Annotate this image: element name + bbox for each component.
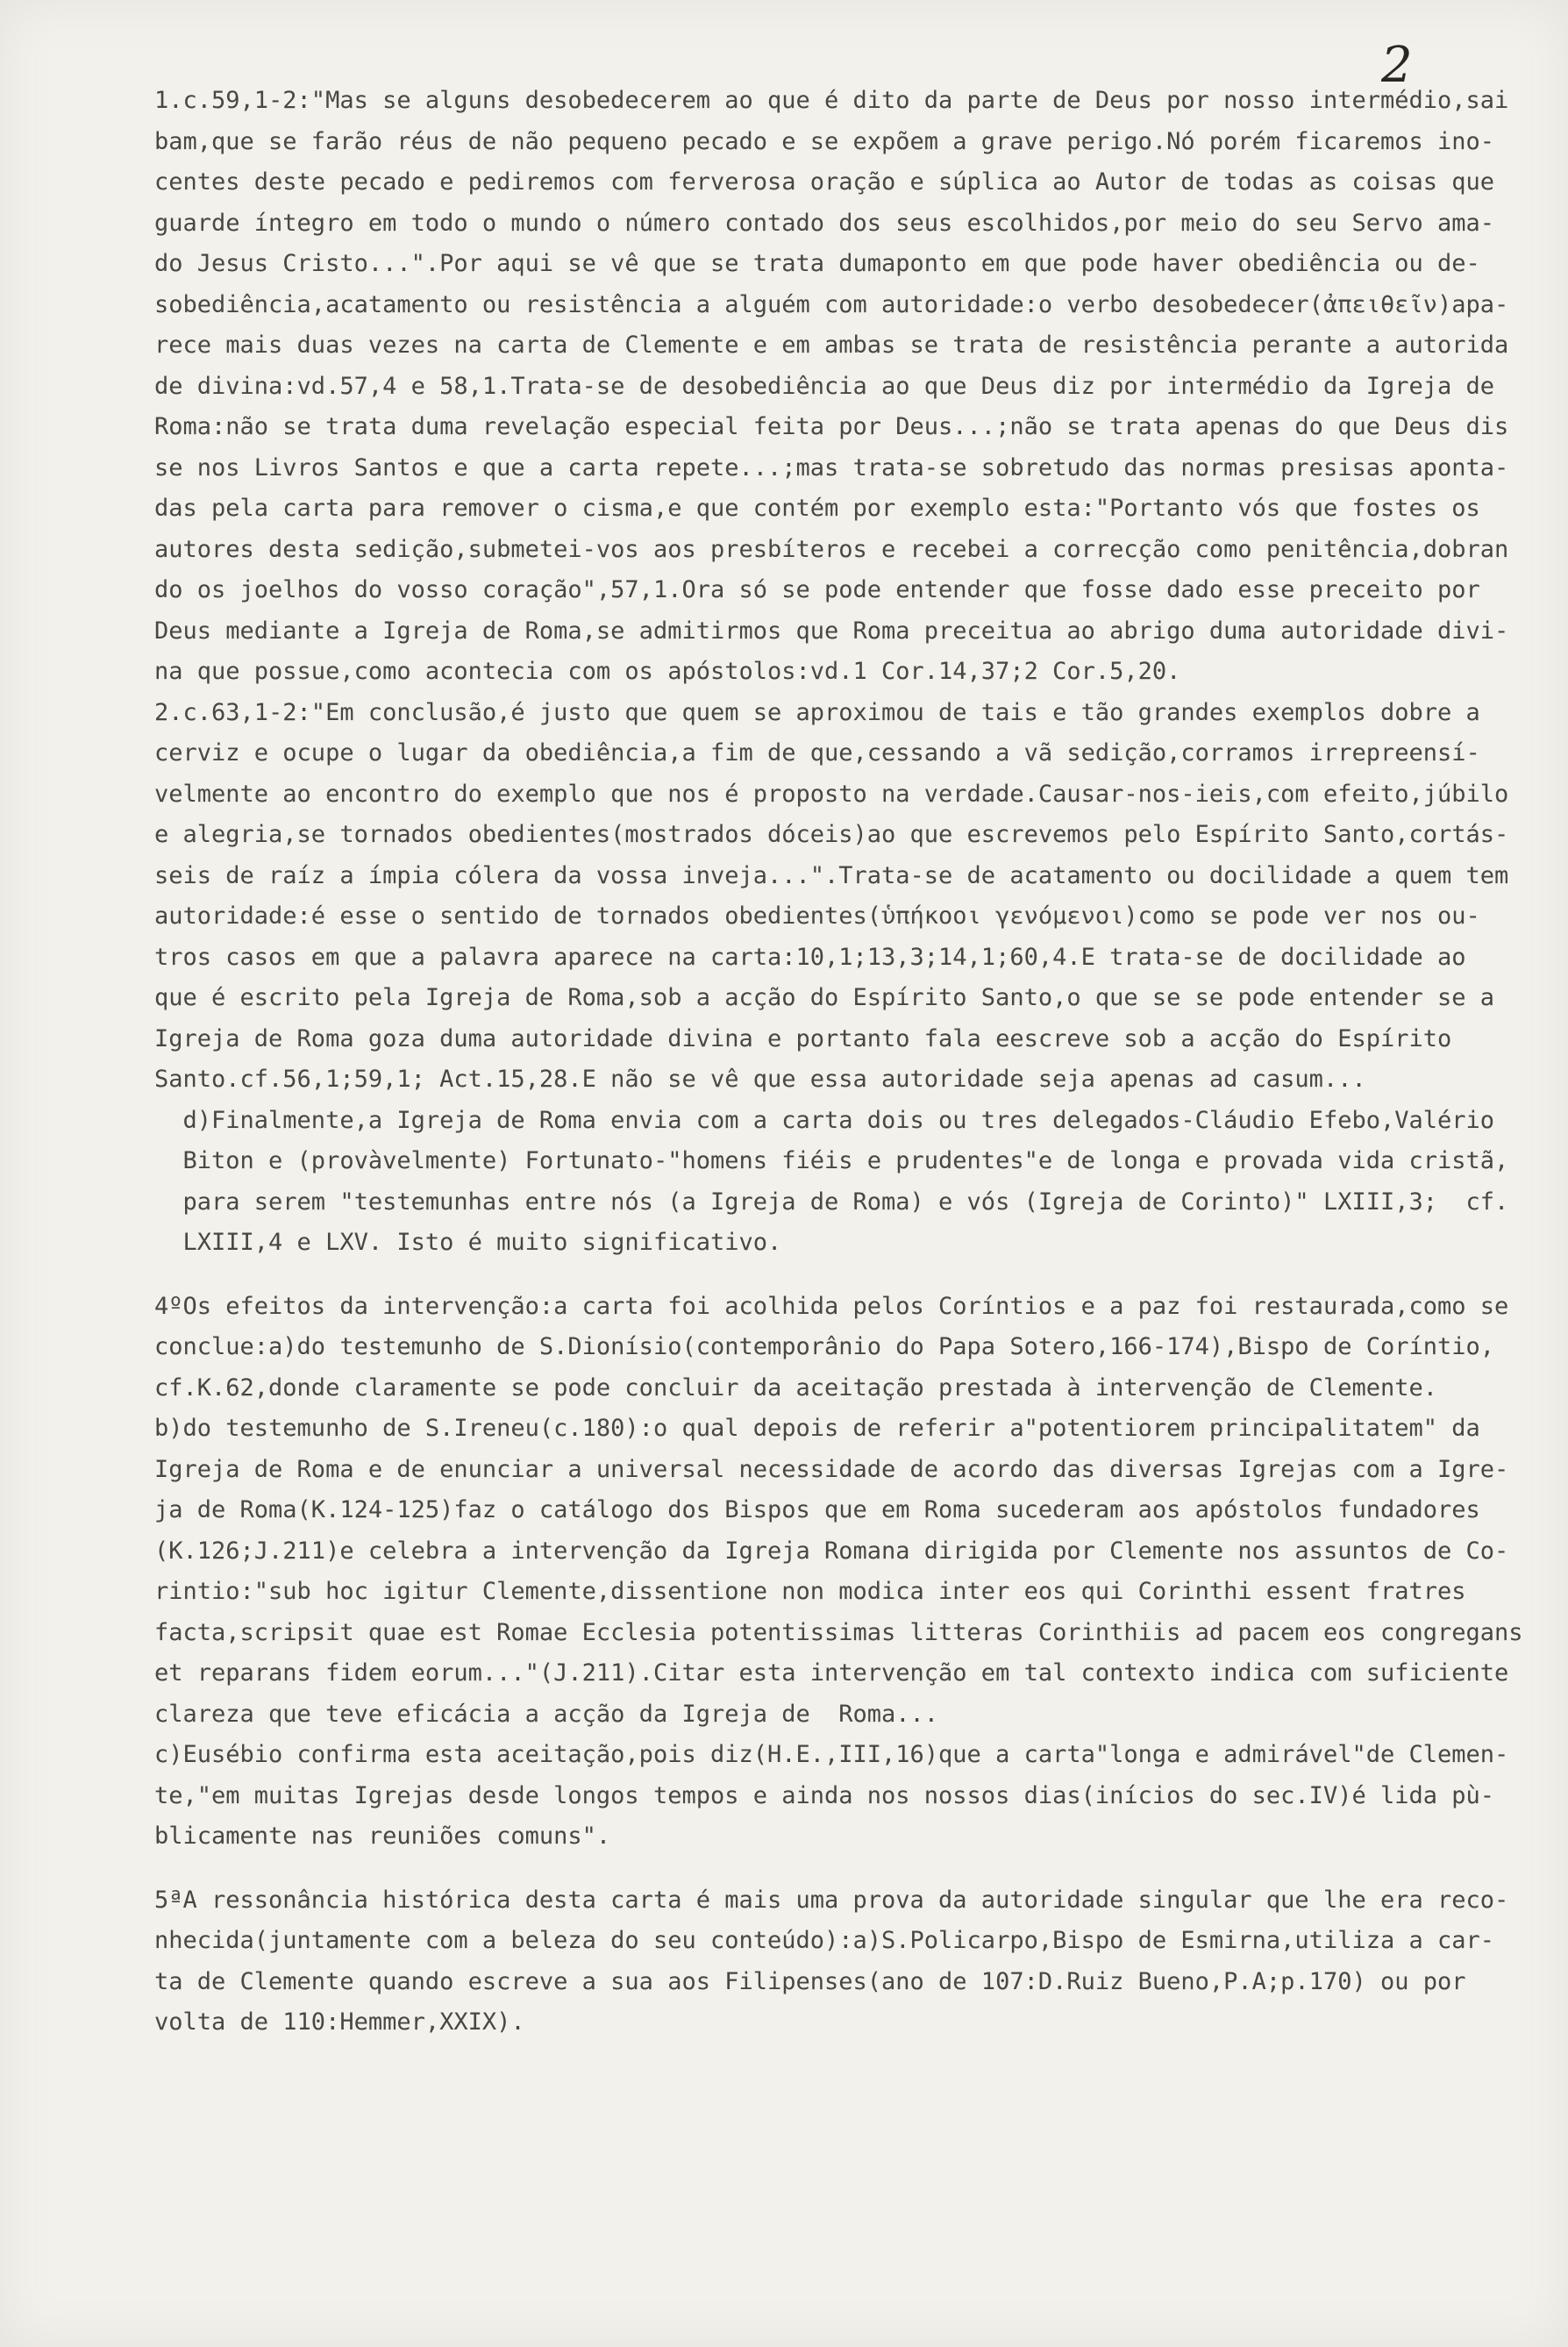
- text-line: te,"em muitas Igrejas desde longos tempos e ainda nos nossos dias(inícios do sec.IV)é lida pù-: [154, 1781, 1495, 1809]
- text-line: para serem "testemunhas entre nós (a Igreja de Roma) e vós (Igreja de Corinto)" LXIII,3; cf.: [154, 1188, 1509, 1216]
- text-line: Igreja de Roma e de enunciar a universal necessidade de acordo das diversas Igrejas com a Igre-: [154, 1455, 1509, 1483]
- text-line: conclue:a)do testemunho de S.Dionísio(contemporânio do Papa Sotero,166-174),Bispo de Coríntio,: [154, 1333, 1495, 1360]
- text-line: na que possue,como acontecia com os apóstolos:vd.1 Cor.14,37;2 Cor.5,20.: [154, 658, 1181, 685]
- text-line: 4ºOs efeitos da intervenção:a carta foi acolhida pelos Coríntios e a paz foi restaurada,como se: [154, 1292, 1509, 1320]
- text-line: centes deste pecado e pediremos com ferverosa oração e súplica ao Autor de todas as coisas que: [154, 168, 1495, 196]
- text-line: nhecida(juntamente com a beleza do seu conteúdo):a)S.Policarpo,Bispo de Esmirna,utiliza a car-: [154, 1927, 1495, 1954]
- text-line: blicamente nas reuniões comuns".: [154, 1823, 611, 1850]
- text-line: se nos Livros Santos e que a carta repete...;mas trata-se sobretudo das normas presisas aponta-: [154, 453, 1509, 482]
- text-line: e alegria,se tornados obedientes(mostrados dóceis)ao que escrevemos pelo Espírito Santo,cortás-: [154, 821, 1509, 848]
- text-line: volta de 110:Hemmer,XXIX).: [154, 2008, 525, 2036]
- text-line: do os joelhos do vosso coração",57,1.Ora só se pode entender que fosse dado esse preceito por: [154, 576, 1480, 603]
- text-line: Roma:não se trata duma revelação especial feita por Deus...;não se trata apenas do que Deus dis: [154, 413, 1509, 440]
- page-number: 2: [1381, 37, 1413, 94]
- text-line: (K.126;J.211)e celebra a intervenção da Igreja Romana dirigida por Clemente nos assuntos de Co-: [154, 1537, 1509, 1565]
- paragraph-3: [154, 1101, 1509, 1264]
- text-line: LXIII,4 e LXV. Isto é muito significativo.: [154, 1229, 782, 1256]
- text-line: guarde íntegro em todo o mundo o número contado dos seus escolhidos,por meio do seu Servo ama-: [154, 209, 1495, 237]
- text-line: velmente ao encontro do exemplo que nos é proposto na verdade.Causar-nos-ieis,com efeito,júbilo: [154, 780, 1509, 808]
- text-line: facta,scripsit quae est Romae Ecclesia potentissimas litteras Corinthiis ad pacem eos congregans: [154, 1618, 1523, 1646]
- text-line: cerviz e ocupe o lugar da obediência,a fim de que,cessando a vã sedição,corramos irrepreensí-: [154, 739, 1480, 767]
- text-line: rintio:"sub hoc igitur Clemente,dissentione non modica inter eos qui Corinthi essent fratres: [154, 1578, 1466, 1605]
- text-line: Santo.cf.56,1;59,1; Act.15,28.E não se vê que essa autoridade seja apenas ad casum...: [154, 1066, 1366, 1093]
- paragraph-2: [154, 693, 1509, 1101]
- text-line: que é escrito pela Igreja de Roma,sob a acção do Espírito Santo,o que se se pode entender se a: [154, 984, 1495, 1011]
- text-line: do Jesus Cristo...".Por aqui se vê que se trata dumaponto em que pode haver obediência ou de-: [154, 250, 1480, 277]
- text-line: autores desta sedição,submetei-vos aos presbíteros e recebei a correcção como penitência,dobran: [154, 535, 1509, 563]
- text-line: 5ªA ressonância histórica desta carta é mais uma prova da autoridade singular que lhe era reco-: [154, 1886, 1509, 1914]
- typewritten-text: [154, 81, 1523, 2044]
- text-line: ta de Clemente quando escreve a sua aos Filipenses(ano de 107:D.Ruiz Bueno,P.A;p.170) ou por: [154, 1967, 1466, 1995]
- paragraph-4: [154, 1287, 1523, 1858]
- text-line: tros casos em que a palavra aparece na carta:10,1;13,3;14,1;60,4.E trata-se de docilidade ao: [154, 943, 1466, 971]
- paragraph-5: [154, 1880, 1509, 2044]
- text-line: ja de Roma(K.124-125)faz o catálogo dos Bispos que em Roma sucederam aos apóstolos fundadores: [154, 1496, 1480, 1523]
- text-line: clareza que teve eficácia a acção da Igreja de Roma...: [154, 1700, 939, 1728]
- text-line: de divina:vd.57,4 e 58,1.Trata-se de desobediência ao que Deus diz por intermédio da Igreja de: [154, 372, 1495, 400]
- text-line: seis de raíz a ímpia cólera da vossa inveja...".Trata-se de acatamento ou docilidade a quem tem: [154, 861, 1509, 889]
- text-line: Biton e (provàvelmente) Fortunato-"homens fiéis e prudentes"e de longa e provada vida cristã,: [154, 1147, 1509, 1174]
- text-line: b)do testemunho de S.Ireneu(c.180):o qual depois de referir a"potentiorem principalitatem" da: [154, 1415, 1480, 1442]
- text-line: et reparans fidem eorum..."(J.211).Citar esta intervenção em tal contexto indica com suficiente: [154, 1659, 1509, 1687]
- text-line: d)Finalmente,a Igreja de Roma envia com a carta dois ou tres delegados-Cláudio Efebo,Valério: [154, 1106, 1495, 1134]
- paragraph-1: [154, 81, 1509, 693]
- text-line: c)Eusébio confirma esta aceitação,pois diz(H.E.,III,16)que a carta"longa e admirável"de Clemen-: [154, 1741, 1509, 1768]
- text-line: bam,que se farão réus de não pequeno pecado e se expõem a grave perigo.Nó porém ficaremos ino-: [154, 127, 1495, 155]
- text-line: cf.K.62,donde claramente se pode concluir da aceitação prestada à intervenção de Clemente.: [154, 1373, 1437, 1402]
- text-line: sobediência,acatamento ou resistência a alguém com autoridade:o verbo desobedecer(ἀπειθεῖν)apa-: [154, 290, 1509, 318]
- text-line: Deus mediante a Igreja de Roma,se admitirmos que Roma preceitua ao abrigo duma autoridade divi-: [154, 617, 1509, 645]
- text-line: 1.c.59,1-2:"Mas se alguns desobedecerem ao que é dito da parte de Deus por nosso intermédio,sai: [154, 87, 1509, 114]
- text-line: autoridade:é esse o sentido de tornados obedientes(ὑπήκοοι γενόμενοι)como se pode ver nos ou-: [154, 902, 1480, 930]
- text-line: Igreja de Roma goza duma autoridade divina e portanto fala eescreve sob a acção do Espírito: [154, 1024, 1452, 1052]
- text-line: 2.c.63,1-2:"Em conclusão,é justo que quem se aproximou de tais e tão grandes exemplos dobre a: [154, 698, 1480, 726]
- text-line: das pela carta para remover o cisma,e que contém por exemplo esta:"Portanto vós que fostes os: [154, 495, 1480, 522]
- text-line: rece mais duas vezes na carta de Clemente e em ambas se trata de resistência perante a autorida: [154, 332, 1509, 359]
